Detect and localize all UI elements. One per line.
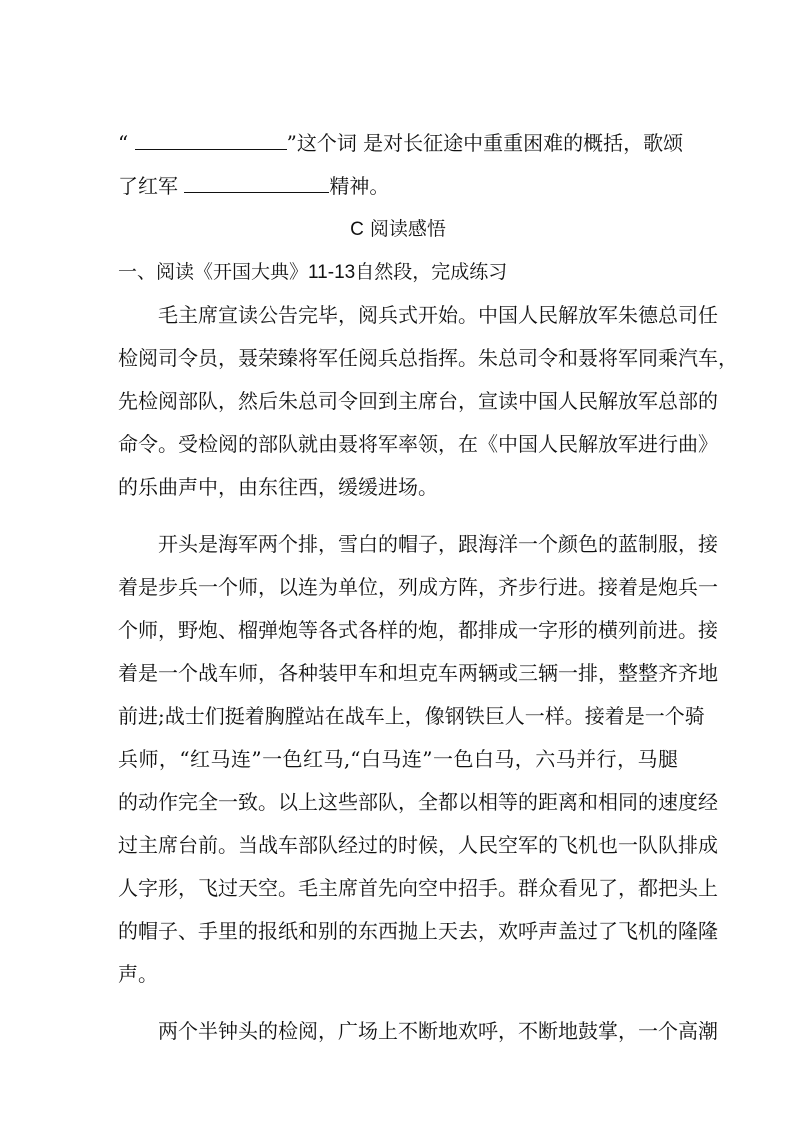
fill-in-text-1: ”这个词 是对长征途中重重困难的概括，歌颂	[286, 131, 684, 155]
answer-blank-2[interactable]	[184, 170, 329, 193]
passage-paragraph-3	[118, 1010, 718, 1053]
section-letter: C	[350, 219, 364, 240]
passage-line: 过主席台前。当战车部队经过的时候，人民空军的飞机也一队队排成	[118, 833, 718, 857]
answer-blank-1[interactable]	[135, 127, 287, 150]
passage-line: 前进;战士们挺着胸膛站在战车上，像钢铁巨人一样。接着是一个骑	[118, 704, 705, 728]
passage-line: 个师，野炮、榴弹炮等各式各样的炮，都排成一字形的横列前进。接	[118, 618, 718, 642]
passage-line: 兵师，“红马连”一色红马,“白马连”一色白马，六马并行，马腿	[118, 747, 678, 771]
passage-line: 声。	[118, 962, 158, 986]
task-prefix: 一、阅读《开国大典》	[118, 261, 309, 283]
passage-line: 毛主席宣读公告完毕，阅兵式开始。中国人民解放军朱德总司任	[158, 303, 718, 327]
fill-in-line-2	[118, 165, 678, 208]
passage-line: 两个半钟头的检阅，广场上不断地欢呼，不断地鼓掌，一个高潮	[158, 1019, 718, 1043]
passage-line: 的动作完全一致。以上这些部队，全都以相等的距离和相同的速度经	[118, 790, 718, 814]
passage-line: 先检阅部队，然后朱总司令回到主席台，宣读中国人民解放军总部的	[118, 389, 718, 413]
passage-line: 的帽子、手里的报纸和别的东西抛上天去，欢呼声盖过了飞机的隆隆	[118, 919, 718, 943]
section-title: 阅读感悟	[369, 218, 446, 240]
passage-line: 人字形，飞过天空。毛主席首先向空中招手。群众看见了，都把头上	[118, 876, 718, 900]
passage-line: 开头是海军两个排，雪白的帽子，跟海洋一个颜色的蓝制服，接	[158, 532, 718, 556]
passage-line: 检阅司令员，聂荣臻将军任阅兵总指挥。朱总司令和聂将军同乘汽车，	[118, 346, 738, 370]
passage-line: 的乐曲声中，由东往西，缓缓进场。	[118, 475, 438, 499]
task-instruction	[118, 251, 678, 294]
open-quote: “	[118, 131, 129, 155]
passage-line: 命令。受检阅的部队就由聂将军率领，在《中国人民解放军进行曲》	[118, 432, 718, 456]
fill-in-line-1	[118, 122, 684, 165]
passage-line: 着是一个战车师，各种装甲车和坦克车两辆或三辆一排，整整齐齐地	[118, 661, 718, 685]
passage-paragraph-2	[118, 523, 718, 996]
section-heading	[118, 208, 678, 251]
task-range: 11-13	[308, 262, 356, 283]
task-suffix: 自然段，完成练习	[355, 261, 508, 283]
passage-line: 着是步兵一个师，以连为单位，列成方阵，齐步行进。接着是炮兵一	[118, 575, 718, 599]
passage-paragraph-1	[118, 294, 738, 509]
document-page	[118, 122, 738, 1053]
fill-in-text-2b: 精神。	[329, 174, 390, 198]
fill-in-text-2a: 了红军	[118, 174, 185, 198]
